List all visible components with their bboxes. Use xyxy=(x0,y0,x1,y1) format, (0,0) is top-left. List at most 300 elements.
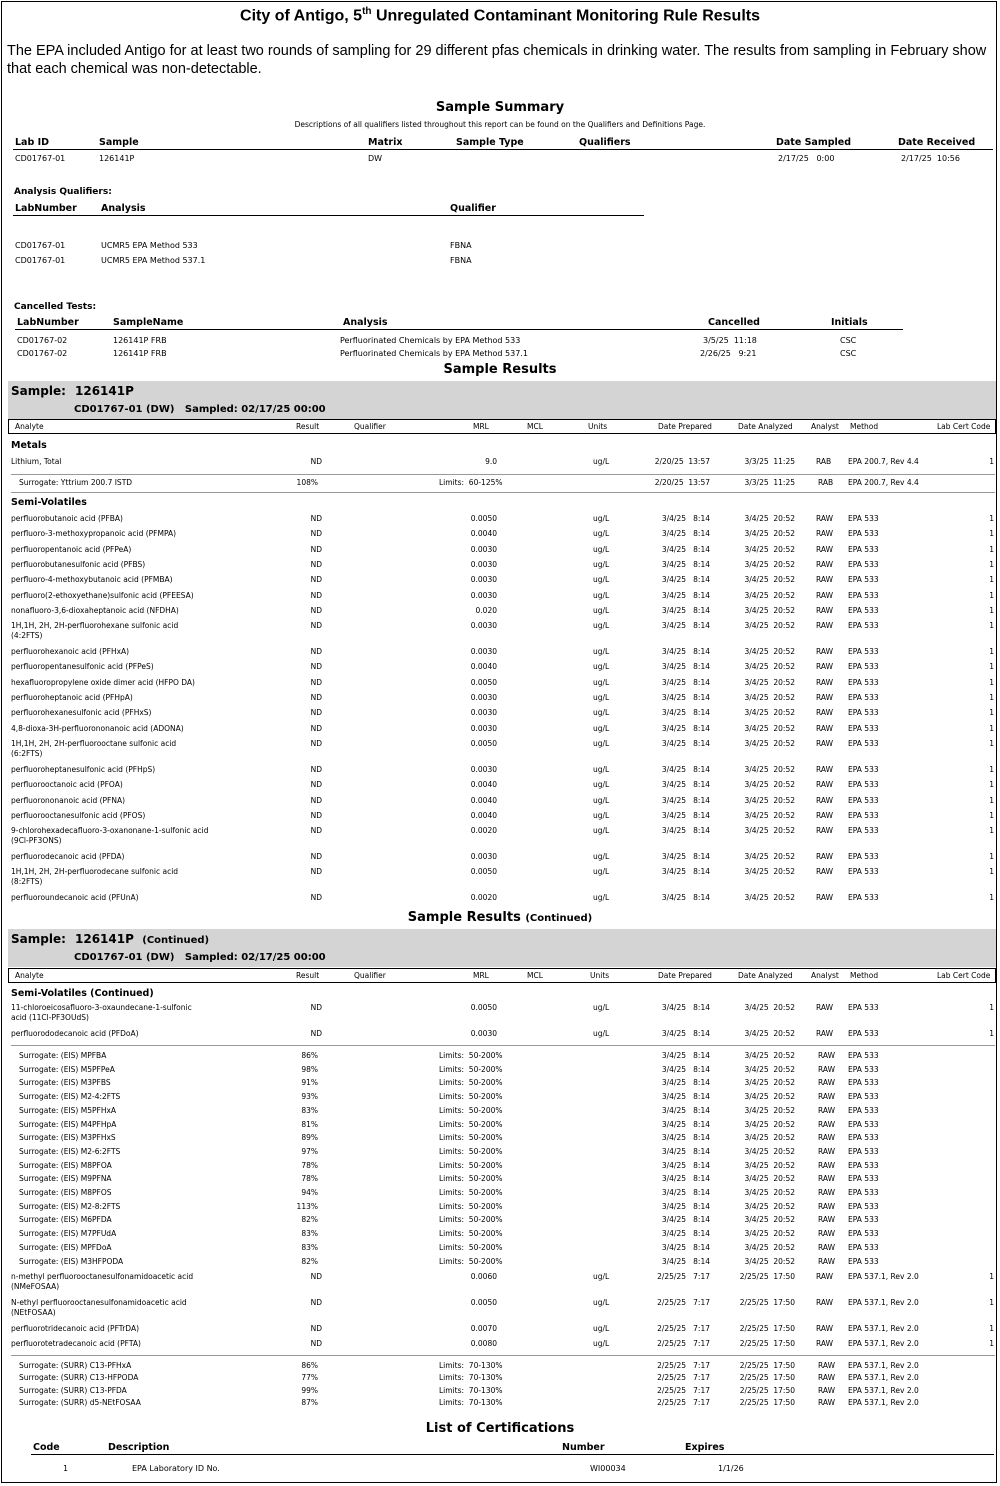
cell-units: ug/L xyxy=(593,693,610,702)
cell-analyte: 1H,1H, 2H, 2H-perfluorohexane sulfonic acid xyxy=(11,621,179,631)
cell-analyst: RAB xyxy=(818,478,834,487)
cell-analyte: perfluorobutanesulfonic acid (PFBS) xyxy=(11,559,146,569)
surrogate-row xyxy=(2,1051,997,1065)
cell-cert: 1 xyxy=(989,764,994,774)
cell-method: EPA 537.1, Rev 2.0 xyxy=(848,1272,919,1281)
cell-analyst: RAW xyxy=(818,1146,836,1156)
cell-cert: 1 xyxy=(989,514,994,523)
cell-method: EPA 533 xyxy=(848,559,879,569)
cell-analyte: Surrogate: (EIS) M5PFHxA xyxy=(19,1105,117,1115)
cell-method: EPA 533 xyxy=(848,662,879,672)
summary-lab-id: CD01767-01 xyxy=(15,154,66,163)
cert-desc: EPA Laboratory ID No. xyxy=(132,1464,220,1473)
cell-cert: 1 xyxy=(989,1003,994,1012)
surrogate-row xyxy=(2,1147,997,1161)
cell-result: 83% xyxy=(301,1229,318,1239)
col-qualifiers: Qualifiers xyxy=(579,137,631,148)
sample-label: Sample: xyxy=(11,384,66,398)
table-row xyxy=(2,560,997,574)
cell-mrl: 0.0050 xyxy=(470,738,497,748)
cell-prepared: 3/4/25 8:14 xyxy=(661,1133,710,1143)
cell-method: EPA 533 xyxy=(848,1188,879,1197)
cell-mrl: 0.0040 xyxy=(470,795,497,805)
divider xyxy=(13,149,993,150)
ct-analysis: Perfluorinated Chemicals by EPA Method 533 xyxy=(340,336,521,345)
cell-analyst: RAW xyxy=(818,1078,836,1088)
cell-method: EPA 533 xyxy=(848,1078,879,1088)
cell-cert: 1 xyxy=(989,795,994,805)
cell-method: EPA 533 xyxy=(848,693,879,702)
cell-prepared: 3/4/25 8:14 xyxy=(661,893,710,903)
cell-analyzed: 3/4/25 20:52 xyxy=(744,1146,795,1156)
cell-prepared: 2/25/25 7:17 xyxy=(657,1373,710,1383)
cell-limits: Limits: 70-130% xyxy=(439,1373,503,1383)
cell-prepared: 3/4/25 8:14 xyxy=(661,723,710,733)
cell-limits: Limits: 50-200% xyxy=(439,1092,503,1102)
cell-analyst: RAW xyxy=(818,1064,836,1074)
cell-mrl: 0.0030 xyxy=(470,590,497,600)
cell-limits: Limits: 50-200% xyxy=(439,1256,503,1266)
cell-units: ug/L xyxy=(593,1272,610,1281)
cell-prepared: 3/4/25 8:14 xyxy=(661,605,710,615)
cell-result: ND xyxy=(310,738,322,748)
cell-prepared: 3/4/25 8:14 xyxy=(661,852,710,862)
sample-line: CD01767-01 (DW) Sampled: 02/17/25 00:00 xyxy=(74,404,326,415)
cell-analyst: RAW xyxy=(816,693,834,702)
cell-analyzed: 2/25/25 17:50 xyxy=(739,1339,795,1349)
cell-mrl: 0.0030 xyxy=(470,575,497,585)
cell-units: ug/L xyxy=(593,605,610,615)
results-column-header-continued xyxy=(8,968,996,983)
cell-prepared: 3/4/25 8:14 xyxy=(661,1078,710,1088)
cell-cert: 1 xyxy=(989,529,994,539)
surrogate-row xyxy=(2,1257,997,1271)
cell-units: ug/L xyxy=(593,1003,610,1012)
results-column-header xyxy=(8,419,996,434)
cell-result: 87% xyxy=(301,1397,318,1407)
cell-analyzed: 3/4/25 20:52 xyxy=(744,708,795,718)
ct-col-analysis: Analysis xyxy=(343,317,388,328)
cell-prepared: 3/4/25 8:14 xyxy=(661,1188,710,1197)
cell-analyte: perfluoropentanesulfonic acid (PFPeS) xyxy=(11,662,154,672)
cell-method: EPA 533 xyxy=(848,893,879,903)
cell-mrl: 0.0020 xyxy=(470,893,497,903)
cell-result: 82% xyxy=(301,1256,318,1266)
cell-analyte-cont: (8:2FTS) xyxy=(11,877,43,887)
certifications-heading: List of Certifications xyxy=(425,1421,575,1436)
sample-id-continued xyxy=(75,932,209,946)
cell-result: 83% xyxy=(301,1242,318,1252)
continued-text: (Continued) xyxy=(142,935,210,946)
cell-analyte: Surrogate: (EIS) MPFBA xyxy=(19,1051,107,1060)
cell-analyte: perfluoroheptanoic acid (PFHpA) xyxy=(11,693,133,702)
sample-band-continued xyxy=(8,929,996,967)
cell-limits: Limits: 50-200% xyxy=(439,1119,503,1129)
surrogate-row xyxy=(2,478,997,492)
section-metals: Metals xyxy=(11,440,47,451)
cell-result: 78% xyxy=(301,1160,318,1170)
cell-units: ug/L xyxy=(593,457,610,466)
cell-analyzed: 3/4/25 20:52 xyxy=(744,590,795,600)
cell-analyst: RAW xyxy=(816,708,834,718)
cell-cert: 1 xyxy=(989,1339,994,1349)
table-row xyxy=(2,796,997,810)
table-row xyxy=(2,1272,997,1291)
cell-units: ug/L xyxy=(593,544,610,554)
cell-limits: Limits: 50-200% xyxy=(439,1174,503,1184)
summary-date-received: 2/17/25 10:56 xyxy=(901,154,960,163)
cell-units: ug/L xyxy=(593,852,610,862)
cell-analyzed: 3/4/25 20:52 xyxy=(744,1229,795,1239)
cell-units: ug/L xyxy=(593,738,610,748)
col-cert: Lab Cert Code xyxy=(937,422,991,431)
table-row xyxy=(2,724,997,738)
table-row xyxy=(2,867,997,887)
cell-analyzed: 3/4/25 20:52 xyxy=(744,723,795,733)
table-row xyxy=(2,1029,997,1043)
cell-mrl: 0.0080 xyxy=(470,1339,497,1349)
cell-prepared: 3/4/25 8:14 xyxy=(661,795,710,805)
cell-prepared: 3/4/25 8:14 xyxy=(661,529,710,539)
surrogate-row xyxy=(2,1398,997,1412)
cell-prepared: 3/4/25 8:14 xyxy=(661,708,710,718)
cell-analyst: RAW xyxy=(818,1188,836,1197)
cell-result: ND xyxy=(310,867,322,877)
qualifier-note: Descriptions of all qualifiers listed throughout this report can be found on the Qualifiers and Definitions Page. xyxy=(294,120,706,129)
cell-units: ug/L xyxy=(593,559,610,569)
cell-analyte: Surrogate: (EIS) M2-4:2FTS xyxy=(19,1092,121,1102)
cell-units: ug/L xyxy=(593,708,610,718)
cell-analyzed: 3/4/25 20:52 xyxy=(744,1064,795,1074)
cell-prepared: 2/25/25 7:17 xyxy=(657,1298,710,1307)
heading-text: Sample Results xyxy=(407,910,521,925)
cell-result: ND xyxy=(310,795,322,805)
cell-result: ND xyxy=(310,544,322,554)
cell-analyte: N-ethyl perfluorooctanesulfonamidoacetic acid xyxy=(11,1298,187,1307)
cell-limits: Limits: 70-130% xyxy=(439,1361,503,1370)
cell-analyst: RAW xyxy=(816,575,834,585)
cell-analyzed: 3/4/25 20:52 xyxy=(744,544,795,554)
cell-limits: Limits: 50-200% xyxy=(439,1229,503,1239)
section-semi-volatiles-continued: Semi-Volatiles (Continued) xyxy=(11,988,154,999)
col-sample-type: Sample Type xyxy=(456,137,524,148)
cell-analyte: Surrogate: (EIS) M2-8:2FTS xyxy=(19,1201,121,1211)
cell-mrl: 0.0050 xyxy=(470,514,497,523)
sample-band xyxy=(8,381,996,419)
cell-analyte: Surrogate: Yttrium 200.7 ISTD xyxy=(19,478,133,487)
cell-method: EPA 533 xyxy=(848,1133,879,1143)
cell-method: EPA 537.1, Rev 2.0 xyxy=(848,1385,919,1395)
col-qualifier: Qualifier xyxy=(354,971,386,980)
cell-method: EPA 533 xyxy=(848,867,879,877)
cell-result: ND xyxy=(310,708,322,718)
cell-analyzed: 3/4/25 20:52 xyxy=(744,1215,795,1225)
cell-analyzed: 3/4/25 20:52 xyxy=(744,1105,795,1115)
cell-analyst: RAW xyxy=(818,1215,836,1225)
summary-matrix: DW xyxy=(368,154,383,163)
surrogate-row xyxy=(2,1215,997,1229)
divider xyxy=(11,1355,995,1356)
cell-method: EPA 533 xyxy=(848,1229,879,1239)
sample-id: 126141P xyxy=(75,932,134,946)
cell-result: ND xyxy=(310,514,322,523)
cell-prepared: 3/4/25 8:14 xyxy=(661,1174,710,1184)
cert-col-number: Number xyxy=(562,1442,605,1453)
cell-cert: 1 xyxy=(989,590,994,600)
table-row xyxy=(2,1339,997,1353)
cell-prepared: 3/4/25 8:14 xyxy=(661,764,710,774)
cell-analyzed: 3/4/25 20:52 xyxy=(744,1003,795,1012)
cell-method: EPA 533 xyxy=(848,1256,879,1266)
cell-prepared: 2/20/25 13:57 xyxy=(654,478,710,487)
cell-analyzed: 3/4/25 20:52 xyxy=(744,514,795,523)
sample-id: 126141P xyxy=(75,384,134,398)
cell-prepared: 3/4/25 8:14 xyxy=(661,1092,710,1102)
cert-expires: 1/1/26 xyxy=(718,1464,744,1473)
surrogate-row xyxy=(2,1243,997,1257)
cell-cert: 1 xyxy=(989,810,994,820)
cell-result: 94% xyxy=(301,1188,318,1197)
cell-method: EPA 533 xyxy=(848,677,879,687)
cell-analyte: Surrogate: (EIS) M3PFHxS xyxy=(19,1133,116,1143)
col-method: Method xyxy=(850,971,879,980)
cell-cert: 1 xyxy=(989,457,994,466)
cell-cert: 1 xyxy=(989,738,994,748)
cell-result: ND xyxy=(310,662,322,672)
aq-col-qualifier: Qualifier xyxy=(450,203,496,214)
cell-result: ND xyxy=(310,647,322,657)
cell-analyst: RAW xyxy=(816,1003,834,1012)
cell-prepared: 3/4/25 8:14 xyxy=(661,867,710,877)
surrogate-row xyxy=(2,1229,997,1243)
cell-analyte: n-methyl perfluorooctanesulfonamidoacetic acid xyxy=(11,1272,194,1281)
cell-analyte: nonafluoro-3,6-dioxaheptanoic acid (NFDHA) xyxy=(11,605,179,615)
ct-col-initials: Initials xyxy=(831,317,868,328)
cell-mrl: 0.0030 xyxy=(470,693,497,702)
cell-units: ug/L xyxy=(593,723,610,733)
cell-mrl: 0.020 xyxy=(475,605,497,615)
sample-summary-heading: Sample Summary xyxy=(435,100,565,115)
cell-analyst: RAW xyxy=(816,544,834,554)
divider xyxy=(11,474,995,475)
cell-mrl: 0.0030 xyxy=(470,559,497,569)
cell-result: 97% xyxy=(301,1146,318,1156)
cell-analyst: RAW xyxy=(818,1119,836,1129)
cell-mrl: 9.0 xyxy=(485,457,497,466)
table-row xyxy=(2,591,997,605)
cell-result: ND xyxy=(310,852,322,862)
cell-method: EPA 533 xyxy=(848,1242,879,1252)
cell-result: ND xyxy=(310,1298,322,1307)
cell-method: EPA 537.1, Rev 2.0 xyxy=(848,1397,919,1407)
cell-result: ND xyxy=(310,1339,322,1349)
cell-result: ND xyxy=(310,810,322,820)
table-row xyxy=(2,514,997,528)
cell-analyzed: 3/4/25 20:52 xyxy=(744,1174,795,1184)
cell-analyte: perfluoro-3-methoxypropanoic acid (PFMPA) xyxy=(11,529,177,539)
cell-limits: Limits: 50-200% xyxy=(439,1133,503,1143)
cell-method: EPA 533 xyxy=(848,795,879,805)
cell-analyzed: 2/25/25 17:50 xyxy=(739,1324,795,1333)
cell-units: ug/L xyxy=(593,810,610,820)
cell-analyst: RAW xyxy=(816,621,834,631)
ct-initials: CSC xyxy=(840,349,857,358)
cell-analyzed: 3/4/25 20:52 xyxy=(744,529,795,539)
cell-analyte: Surrogate: (EIS) M7PFUdA xyxy=(19,1229,117,1239)
cell-method: EPA 533 xyxy=(848,1029,879,1038)
cell-result: ND xyxy=(310,590,322,600)
cell-analyst: RAW xyxy=(818,1256,836,1266)
cell-analyzed: 3/4/25 20:52 xyxy=(744,1078,795,1088)
cell-analyst: RAW xyxy=(816,605,834,615)
sample-label: Sample: xyxy=(11,932,66,946)
cell-analyst: RAW xyxy=(816,764,834,774)
aq-col-analysis: Analysis xyxy=(101,203,146,214)
cell-method: EPA 533 xyxy=(848,708,879,718)
table-row xyxy=(2,575,997,589)
aq-analysis: UCMR5 EPA Method 537.1 xyxy=(101,256,206,265)
cell-mrl: 0.0040 xyxy=(470,810,497,820)
col-mrl: MRL xyxy=(473,422,489,431)
cell-analyst: RAW xyxy=(816,662,834,672)
cell-analyst: RAW xyxy=(816,590,834,600)
cell-mrl: 0.0050 xyxy=(470,867,497,877)
cell-prepared: 3/4/25 8:14 xyxy=(661,1215,710,1225)
cell-analyte-cont: acid (11Cl-PF3OUdS) xyxy=(11,1013,89,1022)
cell-prepared: 3/4/25 8:14 xyxy=(661,647,710,657)
surrogate-row xyxy=(2,1161,997,1175)
cell-limits: Limits: 50-200% xyxy=(439,1242,503,1252)
cell-mrl: 0.0030 xyxy=(470,621,497,631)
cell-result: 99% xyxy=(301,1385,318,1395)
cell-analyte-cont: (NEtFOSAA) xyxy=(11,1308,56,1317)
cell-cert: 1 xyxy=(989,708,994,718)
cell-prepared: 3/4/25 8:14 xyxy=(661,662,710,672)
cell-analyte: perfluorobutanoic acid (PFBA) xyxy=(11,514,123,523)
surrogate-row xyxy=(2,1174,997,1188)
cell-analyst: RAW xyxy=(818,1105,836,1115)
cell-analyzed: 3/4/25 20:52 xyxy=(744,1160,795,1170)
col-mcl: MCL xyxy=(527,422,543,431)
cell-analyte: 9-chlorohexadecafluoro-3-oxanonane-1-sulfonic acid xyxy=(11,826,209,836)
aq-analysis: UCMR5 EPA Method 533 xyxy=(101,241,198,250)
cell-prepared: 3/4/25 8:14 xyxy=(661,514,710,523)
cell-cert: 1 xyxy=(989,662,994,672)
cell-analyst: RAW xyxy=(816,826,834,836)
table-row xyxy=(2,708,997,722)
cell-mrl: 0.0060 xyxy=(470,1272,497,1281)
cell-prepared: 3/4/25 8:14 xyxy=(661,738,710,748)
cell-method: EPA 533 xyxy=(848,1146,879,1156)
cell-mrl: 0.0030 xyxy=(470,723,497,733)
aq-qualifier: FBNA xyxy=(450,256,472,265)
cell-analyzed: 3/4/25 20:52 xyxy=(744,1051,795,1060)
cell-result: ND xyxy=(310,780,322,790)
cell-cert: 1 xyxy=(989,544,994,554)
cell-analyte: Surrogate: (EIS) M3PFBS xyxy=(19,1078,111,1088)
cell-method: EPA 533 xyxy=(848,514,879,523)
cell-units: ug/L xyxy=(593,764,610,774)
cell-result: 98% xyxy=(301,1064,318,1074)
col-result: Result xyxy=(296,971,320,980)
cell-analyst: RAW xyxy=(816,723,834,733)
cell-units: ug/L xyxy=(593,514,610,523)
cell-prepared: 3/4/25 8:14 xyxy=(661,559,710,569)
cell-analyzed: 3/4/25 20:52 xyxy=(744,795,795,805)
cell-method: EPA 200.7, Rev 4.4 xyxy=(848,457,919,466)
cell-units: ug/L xyxy=(593,529,610,539)
cell-units: ug/L xyxy=(593,647,610,657)
cell-result: 83% xyxy=(301,1105,318,1115)
cell-limits: Limits: 50-200% xyxy=(439,1146,503,1156)
cell-result: ND xyxy=(310,529,322,539)
cell-analyte: hexafluoropropylene oxide dimer acid (HFPO DA) xyxy=(11,677,195,687)
cell-prepared: 3/4/25 8:14 xyxy=(661,1146,710,1156)
cell-analyzed: 3/4/25 20:52 xyxy=(744,621,795,631)
section-semi-volatiles: Semi-Volatiles xyxy=(11,497,87,508)
cell-method: EPA 533 xyxy=(848,1105,879,1115)
cell-analyst: RAB xyxy=(816,457,832,466)
cell-analyst: RAW xyxy=(818,1051,836,1060)
cell-cert: 1 xyxy=(989,677,994,687)
col-mcl: MCL xyxy=(527,971,543,980)
cell-method: EPA 533 xyxy=(848,1051,879,1060)
cell-analyst: RAW xyxy=(818,1229,836,1239)
cell-analyzed: 2/25/25 17:50 xyxy=(739,1385,795,1395)
cell-analyst: RAW xyxy=(818,1385,836,1395)
cell-prepared: 3/4/25 8:14 xyxy=(661,1003,710,1012)
ct-initials: CSC xyxy=(840,336,857,345)
cell-analyst: RAW xyxy=(816,1298,834,1307)
cell-analyte: 1H,1H, 2H, 2H-perfluorodecane sulfonic acid xyxy=(11,867,179,877)
col-method: Method xyxy=(850,422,879,431)
cell-analyzed: 3/4/25 20:52 xyxy=(744,677,795,687)
cell-analyst: RAW xyxy=(816,1324,834,1333)
cell-method: EPA 537.1, Rev 2.0 xyxy=(848,1361,919,1370)
cell-result: ND xyxy=(310,693,322,702)
table-row xyxy=(2,647,997,661)
cell-cert: 1 xyxy=(989,605,994,615)
cell-units: ug/L xyxy=(593,590,610,600)
cell-method: EPA 533 xyxy=(848,529,879,539)
cell-method: EPA 533 xyxy=(848,590,879,600)
cell-method: EPA 533 xyxy=(848,1064,879,1074)
cell-analyst: RAW xyxy=(816,852,834,862)
cell-cert: 1 xyxy=(989,852,994,862)
col-analyst: Analyst xyxy=(811,971,839,980)
cell-result: 81% xyxy=(301,1119,318,1129)
cell-mrl: 0.0030 xyxy=(470,1029,497,1038)
ct-cancelled: 2/26/25 9:21 xyxy=(700,349,757,358)
divider xyxy=(11,492,995,493)
cell-result: 91% xyxy=(301,1078,318,1088)
cell-result: 78% xyxy=(301,1174,318,1184)
cell-cert: 1 xyxy=(989,575,994,585)
cell-prepared: 3/4/25 8:14 xyxy=(661,1201,710,1211)
col-prepared: Date Prepared xyxy=(658,971,712,980)
cell-analyzed: 3/3/25 11:25 xyxy=(744,478,795,487)
cell-cert: 1 xyxy=(989,723,994,733)
cert-col-expires: Expires xyxy=(685,1442,725,1453)
cell-analyst: RAW xyxy=(816,738,834,748)
cell-prepared: 2/25/25 7:17 xyxy=(657,1385,710,1395)
cell-prepared: 2/25/25 7:17 xyxy=(657,1272,710,1281)
cell-cert: 1 xyxy=(989,826,994,836)
table-row xyxy=(2,1003,997,1022)
cell-result: ND xyxy=(310,575,322,585)
cell-cert: 1 xyxy=(989,893,994,903)
cell-limits: Limits: 70-130% xyxy=(439,1397,503,1407)
